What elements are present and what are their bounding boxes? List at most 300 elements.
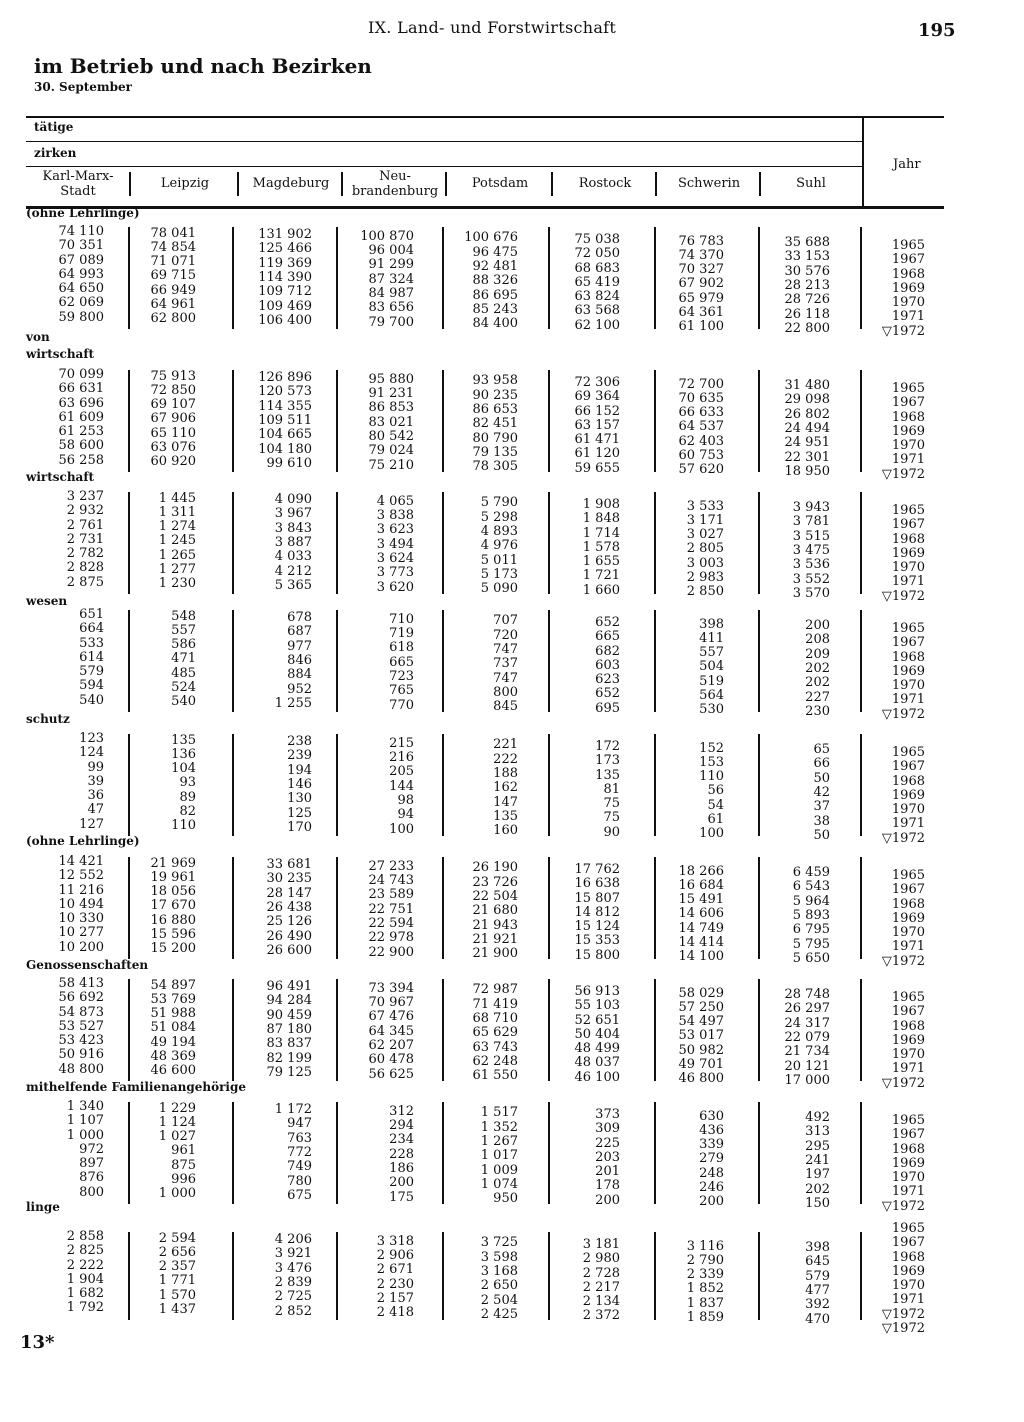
table-cell: 93 — [179, 775, 196, 791]
data-column — [530, 376, 620, 476]
table-cell: 84 987 — [368, 285, 414, 301]
table-cell: 100 — [699, 826, 724, 842]
table-cell: 24 494 — [784, 421, 830, 437]
table-cell: 96 491 — [266, 979, 312, 995]
table-cell: 144 — [389, 778, 414, 794]
table-cell: 65 — [813, 742, 830, 758]
table-cell: 1 274 — [158, 519, 196, 535]
table-cell: 69 107 — [150, 397, 196, 413]
table-cell: 972 — [79, 1141, 104, 1157]
table-cell: 83 656 — [368, 300, 414, 316]
column-rule — [128, 492, 130, 594]
table-cell: 125 466 — [258, 241, 312, 257]
data-column — [530, 1238, 620, 1324]
year-column-header: Jahr — [893, 157, 921, 172]
column-rule — [232, 734, 234, 836]
table-cell: 26 118 — [784, 306, 830, 322]
data-column — [106, 1102, 196, 1202]
table-cell: 52 651 — [574, 1012, 620, 1028]
table-cell: 66 631 — [58, 381, 104, 397]
data-column — [634, 1110, 724, 1210]
header-cell-divider — [237, 172, 239, 196]
table-cell: 2 828 — [66, 560, 104, 576]
table-cell: 178 — [595, 1178, 620, 1194]
table-cell: 106 400 — [258, 312, 312, 328]
table-cell: 135 — [493, 808, 518, 824]
data-column — [222, 371, 312, 471]
table-cell: 135 — [595, 767, 620, 783]
table-cell: 56 692 — [58, 990, 104, 1006]
table-cell: 47 — [87, 802, 104, 818]
column-rule — [654, 492, 656, 594]
table-cell: 2 656 — [158, 1244, 196, 1260]
table-cell: 200 — [805, 618, 830, 634]
table-cell: 747 — [493, 641, 518, 657]
data-column — [106, 370, 196, 470]
column-rule — [128, 227, 130, 329]
table-cell: 37 — [813, 799, 830, 815]
year-label: 1971 — [891, 692, 925, 708]
table-cell: 200 — [389, 1175, 414, 1191]
year-column — [855, 239, 925, 339]
year-label: 1965 — [891, 621, 925, 636]
table-cell: 884 — [287, 667, 312, 683]
table-cell: 2 858 — [66, 1229, 104, 1244]
table-cell: 110 — [699, 769, 724, 785]
column-rule — [128, 1232, 130, 1320]
header-bottom-rule — [26, 206, 944, 209]
table-cell: 51 084 — [150, 1020, 196, 1036]
year-label: 1967 — [891, 252, 925, 268]
table-cell: 961 — [171, 1143, 196, 1159]
table-cell: 225 — [595, 1135, 620, 1151]
section-label: wesen — [26, 594, 68, 608]
table-cell: 594 — [79, 678, 104, 694]
data-column — [106, 1232, 196, 1318]
table-cell: 4 065 — [376, 493, 414, 509]
table-cell: 3 003 — [686, 555, 724, 571]
table-cell: 15 596 — [150, 927, 196, 943]
table-cell: 150 — [805, 1195, 830, 1211]
data-column — [740, 988, 830, 1088]
column-rule — [336, 857, 338, 959]
year-label: 1971 — [891, 1292, 925, 1308]
table-cell: 710 — [389, 611, 414, 627]
table-cell: 1 904 — [66, 1271, 104, 1287]
table-cell: 222 — [493, 751, 518, 767]
column-header-potsdam — [448, 176, 552, 191]
table-cell: 56 913 — [574, 984, 620, 999]
column-rule — [232, 979, 234, 1081]
table-cell: 61 471 — [574, 432, 620, 448]
table-cell: 64 537 — [678, 419, 724, 435]
column-rule — [548, 857, 550, 959]
table-cell: 82 — [179, 804, 196, 820]
data-column — [740, 1241, 830, 1327]
data-column — [530, 616, 620, 716]
table-cell: 687 — [287, 624, 312, 640]
table-cell: 21 900 — [472, 946, 518, 962]
year-label: ▽1972 — [881, 466, 925, 482]
table-cell: 623 — [595, 672, 620, 688]
table-cell: 3 838 — [376, 508, 414, 524]
table-cell: 14 812 — [574, 904, 620, 920]
table-cell: 2 906 — [376, 1248, 414, 1264]
data-column — [106, 979, 196, 1079]
table-cell: 1 792 — [66, 1300, 104, 1316]
table-cell: 96 004 — [368, 243, 414, 259]
data-column — [14, 490, 104, 590]
table-cell: 1 000 — [158, 1186, 196, 1202]
column-header-line: Leipzig — [160, 176, 210, 191]
table-cell: 20 121 — [784, 1058, 830, 1074]
table-cell: 557 — [171, 622, 196, 638]
table-cell: 135 — [171, 732, 196, 748]
table-cell: 436 — [699, 1122, 724, 1138]
table-cell: 66 633 — [678, 405, 724, 421]
data-column — [14, 368, 104, 468]
year-label: 1970 — [891, 1170, 925, 1186]
table-cell: 2 782 — [66, 546, 104, 562]
column-rule — [336, 610, 338, 712]
table-cell: 5 964 — [792, 893, 830, 909]
table-cell: 4 976 — [480, 538, 518, 554]
table-cell: 4 206 — [274, 1232, 312, 1248]
table-cell: 50 982 — [678, 1042, 724, 1058]
year-label: 1967 — [891, 635, 925, 651]
data-column — [634, 742, 724, 842]
data-column — [324, 495, 414, 595]
table-cell: 59 655 — [574, 460, 620, 476]
table-cell: 38 — [813, 813, 830, 829]
table-cell: 62 100 — [574, 317, 620, 333]
data-column — [324, 1105, 414, 1205]
table-cell: 14 421 — [58, 854, 104, 869]
table-cell: 146 — [287, 777, 312, 793]
table-cell: 1 578 — [582, 539, 620, 555]
table-cell: 123 — [79, 731, 104, 746]
data-column — [634, 500, 724, 600]
table-cell: 3 570 — [792, 585, 830, 601]
table-cell: 87 324 — [368, 271, 414, 287]
table-cell: 10 277 — [58, 925, 104, 941]
year-label: ▽1972 — [881, 1306, 925, 1322]
year-label: 1971 — [891, 1184, 925, 1200]
table-cell: 110 — [171, 818, 196, 834]
data-column — [634, 987, 724, 1087]
year-label: 1969 — [891, 280, 925, 296]
column-rule — [442, 734, 444, 836]
table-cell: 2 157 — [376, 1290, 414, 1306]
table-cell: 749 — [287, 1159, 312, 1175]
data-column — [14, 225, 104, 325]
year-label: 1965 — [891, 1221, 925, 1236]
table-cell: 126 896 — [258, 370, 312, 386]
column-rule — [336, 1102, 338, 1204]
column-rule — [128, 370, 130, 472]
table-cell: 11 216 — [58, 882, 104, 898]
table-cell: 205 — [389, 764, 414, 780]
table-cell: 66 — [813, 756, 830, 772]
table-cell: 70 967 — [368, 995, 414, 1011]
table-cell: 1 859 — [686, 1310, 724, 1326]
table-cell: 68 683 — [574, 260, 620, 276]
table-cell: 5 090 — [480, 581, 518, 597]
table-cell: 2 825 — [66, 1243, 104, 1259]
table-cell: 66 949 — [150, 282, 196, 298]
table-cell: 86 853 — [368, 400, 414, 416]
table-cell: 678 — [287, 610, 312, 626]
table-cell: 109 712 — [258, 284, 312, 300]
table-cell: 30 576 — [784, 263, 830, 279]
table-cell: 75 038 — [574, 232, 620, 247]
table-cell: 875 — [171, 1157, 196, 1173]
table-cell: 682 — [595, 643, 620, 659]
table-cell: 2 504 — [480, 1292, 518, 1308]
table-cell: 398 — [805, 1240, 830, 1256]
table-cell: 67 089 — [58, 252, 104, 268]
data-column — [222, 228, 312, 328]
section-label: schutz — [26, 712, 70, 726]
data-column — [530, 498, 620, 598]
year-label: 1971 — [891, 574, 925, 590]
table-cell: 194 — [287, 762, 312, 778]
table-cell: 147 — [493, 794, 518, 810]
column-rule — [442, 979, 444, 1081]
table-cell: 100 676 — [464, 230, 518, 246]
table-cell: 70 635 — [678, 390, 724, 406]
table-cell: 60 478 — [368, 1052, 414, 1068]
column-header-rostock — [554, 176, 656, 191]
table-cell: 172 — [595, 739, 620, 754]
column-rule — [548, 610, 550, 712]
table-cell: 75 — [603, 810, 620, 826]
table-cell: 67 476 — [368, 1009, 414, 1025]
table-cell: 2 418 — [376, 1305, 414, 1321]
table-cell: 63 824 — [574, 289, 620, 305]
table-cell: 124 — [79, 745, 104, 761]
table-cell: 23 726 — [472, 874, 518, 890]
table-cell: 100 870 — [360, 228, 414, 244]
table-cell: 3 725 — [480, 1235, 518, 1251]
column-rule — [128, 610, 130, 712]
table-cell: 720 — [493, 627, 518, 643]
table-cell: 22 800 — [784, 320, 830, 336]
table-cell: 3 027 — [686, 527, 724, 543]
table-cell: 2 339 — [686, 1267, 724, 1283]
table-cell: 1 229 — [158, 1100, 196, 1116]
table-cell: 800 — [79, 1184, 104, 1200]
table-cell: 22 079 — [784, 1030, 830, 1046]
table-cell: 392 — [805, 1297, 830, 1313]
table-cell: 1 437 — [158, 1302, 196, 1318]
table-cell: 86 695 — [472, 287, 518, 303]
table-cell: 652 — [595, 615, 620, 630]
table-cell: 1 340 — [66, 1099, 104, 1114]
table-cell: 19 961 — [150, 869, 196, 885]
column-header-line: Neu- — [379, 169, 411, 184]
table-cell: 90 235 — [472, 387, 518, 403]
year-label: 1969 — [891, 423, 925, 439]
table-cell: 23 589 — [368, 887, 414, 903]
table-cell: 26 802 — [784, 406, 830, 422]
table-cell: 10 330 — [58, 911, 104, 927]
table-cell: 14 606 — [678, 906, 724, 922]
table-cell: 104 665 — [258, 427, 312, 443]
table-cell: 160 — [493, 823, 518, 839]
table-cell: 50 916 — [58, 1047, 104, 1063]
table-cell: 28 726 — [784, 292, 830, 308]
year-label: 1967 — [891, 395, 925, 411]
column-header-karl-marx-stadt — [28, 169, 128, 199]
table-cell: 897 — [79, 1156, 104, 1172]
data-column — [106, 857, 196, 957]
table-cell: 28 748 — [784, 987, 830, 1003]
table-cell: 215 — [389, 735, 414, 751]
data-column — [634, 1240, 724, 1326]
table-cell: 71 071 — [150, 254, 196, 270]
table-cell: 221 — [493, 737, 518, 753]
column-rule — [128, 857, 130, 959]
table-cell: 3 171 — [686, 512, 724, 528]
column-header-leipzig — [132, 176, 238, 191]
year-label: 1969 — [891, 663, 925, 679]
table-cell: 24 951 — [784, 435, 830, 451]
table-cell: 50 — [813, 770, 830, 786]
section-label: wirtschaft — [26, 470, 95, 484]
table-cell: 21 921 — [472, 931, 518, 947]
year-label: 1967 — [891, 1235, 925, 1251]
table-cell: 109 469 — [258, 298, 312, 314]
table-cell: 3 967 — [274, 506, 312, 522]
year-label: 1971 — [891, 939, 925, 955]
table-cell: 81 — [603, 781, 620, 797]
data-column — [106, 610, 196, 710]
table-cell: 3 476 — [274, 1260, 312, 1276]
table-cell: 48 037 — [574, 1055, 620, 1071]
table-cell: 2 983 — [686, 570, 724, 586]
table-cell: 62 069 — [58, 295, 104, 311]
table-cell: 1 682 — [66, 1286, 104, 1302]
data-column — [324, 373, 414, 473]
table-cell: 4 090 — [274, 492, 312, 508]
table-cell: 15 353 — [574, 933, 620, 949]
table-cell: 61 100 — [678, 319, 724, 335]
table-cell: 947 — [287, 1116, 312, 1132]
table-title: im Betrieb und nach Bezirken — [34, 54, 372, 78]
table-cell: 67 906 — [150, 411, 196, 427]
table-cell: 61 120 — [574, 446, 620, 462]
header-rule-3 — [26, 166, 862, 167]
table-cell: 3 168 — [480, 1263, 518, 1279]
data-column — [222, 980, 312, 1080]
data-column — [14, 855, 104, 955]
signature-mark: 13* — [20, 1332, 55, 1353]
table-cell: 770 — [389, 697, 414, 713]
data-column — [634, 865, 724, 965]
year-label: 1968 — [891, 531, 925, 547]
year-column — [855, 746, 925, 846]
table-cell: 76 783 — [678, 233, 724, 249]
data-column — [634, 235, 724, 335]
column-rule — [336, 979, 338, 1081]
column-rule — [654, 227, 656, 329]
table-cell: 1 311 — [158, 504, 196, 520]
table-cell: 2 790 — [686, 1252, 724, 1268]
year-label: 1965 — [891, 381, 925, 396]
table-cell: 78 305 — [472, 459, 518, 475]
header-cell-divider — [445, 172, 447, 196]
column-header-suhl — [762, 176, 860, 191]
data-column — [324, 982, 414, 1082]
table-cell: 723 — [389, 668, 414, 684]
table-cell: 100 — [389, 821, 414, 837]
table-cell: 15 491 — [678, 892, 724, 908]
table-cell: 22 504 — [472, 888, 518, 904]
table-cell: 82 199 — [266, 1050, 312, 1066]
header-top-rule — [26, 116, 944, 118]
data-column — [324, 860, 414, 960]
table-cell: 72 700 — [678, 376, 724, 392]
table-cell: 63 157 — [574, 417, 620, 433]
table-cell: 70 099 — [58, 367, 104, 382]
table-cell: 1 245 — [158, 533, 196, 549]
table-cell: 46 600 — [150, 1063, 196, 1079]
data-column — [222, 493, 312, 593]
table-cell: 31 480 — [784, 378, 830, 394]
table-cell: 1 848 — [582, 511, 620, 527]
table-cell: 564 — [699, 688, 724, 704]
table-cell: 80 790 — [472, 430, 518, 446]
table-cell: 36 — [87, 788, 104, 804]
year-label: 1965 — [891, 1113, 925, 1128]
table-cell: 2 761 — [66, 517, 104, 533]
table-cell: 2 217 — [582, 1279, 620, 1295]
table-cell: 1 570 — [158, 1287, 196, 1303]
table-cell: 4 033 — [274, 549, 312, 565]
table-cell: 27 233 — [368, 858, 414, 874]
table-cell: 80 542 — [368, 428, 414, 444]
data-column — [530, 985, 620, 1085]
table-cell: 772 — [287, 1145, 312, 1161]
table-cell: 49 701 — [678, 1057, 724, 1073]
column-header-line: brandenburg — [351, 184, 439, 199]
column-rule — [232, 370, 234, 472]
table-cell: 579 — [805, 1268, 830, 1284]
column-rule — [654, 979, 656, 1081]
column-rule — [548, 979, 550, 1081]
table-cell: 3 620 — [376, 579, 414, 595]
table-cell: 54 — [707, 797, 724, 813]
table-cell: 485 — [171, 665, 196, 681]
year-label: 1970 — [891, 1047, 925, 1063]
table-cell: 1 000 — [66, 1127, 104, 1143]
table-cell: 524 — [171, 680, 196, 696]
table-cell: 104 — [171, 761, 196, 777]
data-column — [222, 611, 312, 711]
table-cell: 28 213 — [784, 278, 830, 294]
header-cell-divider — [759, 172, 761, 196]
table-cell: 131 902 — [258, 227, 312, 243]
table-cell: 1 027 — [158, 1129, 196, 1145]
table-cell: 4 893 — [480, 523, 518, 539]
data-column — [14, 732, 104, 832]
table-cell: 471 — [171, 651, 196, 667]
table-cell: 173 — [595, 753, 620, 769]
table-cell: 398 — [699, 616, 724, 632]
table-cell: 492 — [805, 1110, 830, 1126]
column-rule — [336, 370, 338, 472]
